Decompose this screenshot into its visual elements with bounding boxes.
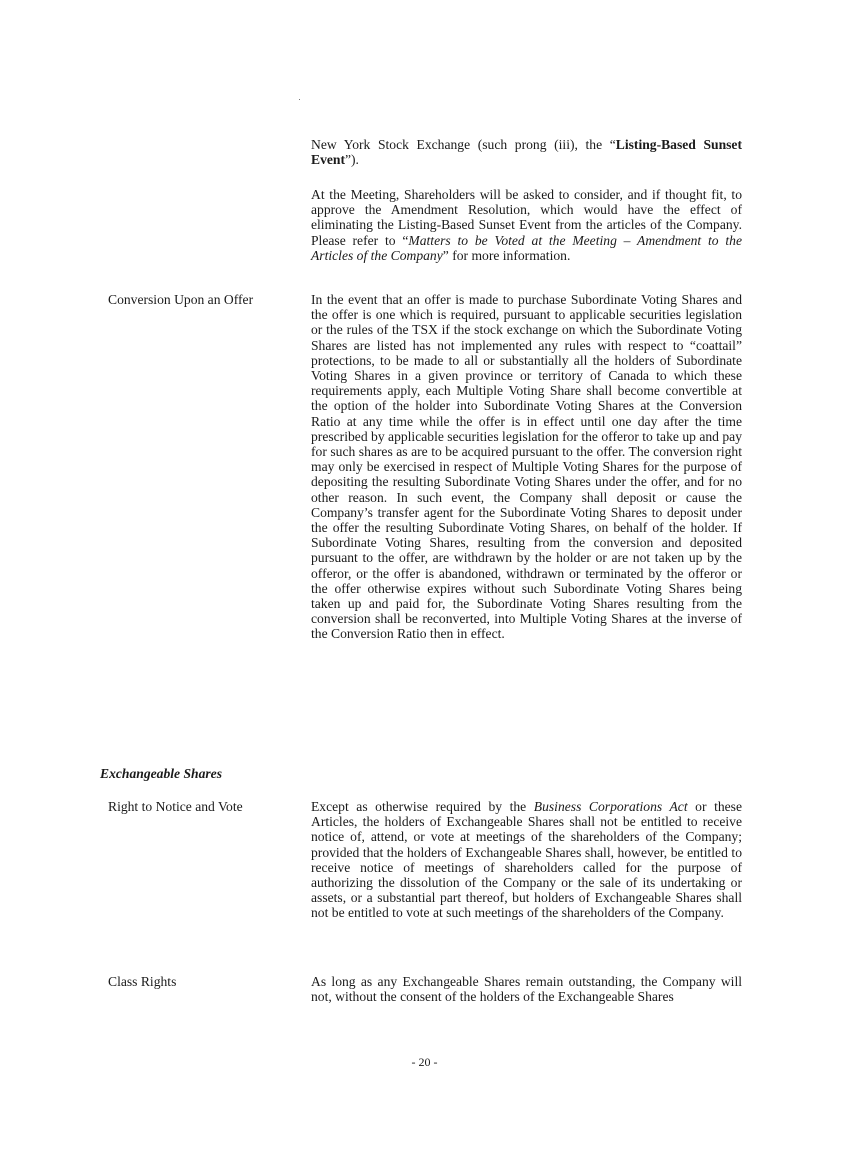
stray-mark (299, 99, 300, 100)
class-rights-paragraph: As long as any Exchangeable Shares remain outstanding, the Company will not, without the consent of the holders of the Exchangeable Shares (311, 974, 742, 1005)
defined-term: Listing-Based Sunset Event (311, 137, 742, 168)
text-run: Except as otherwise required by the (311, 799, 534, 814)
text-run: New York Stock Exchange (such prong (iii), the “ (311, 137, 616, 152)
cross-reference-title: Matters to be Voted at the Meeting – Amendment to the Articles of the Company (311, 232, 742, 263)
conversion-upon-offer-label: Conversion Upon an Offer (108, 292, 254, 307)
listing-based-sunset-paragraph (311, 137, 742, 167)
text-run: ”). (344, 152, 359, 168)
class-rights-label: Class Rights (108, 974, 177, 989)
right-to-notice-paragraph (311, 799, 742, 921)
conversion-upon-offer-paragraph: In the event that an offer is made to purchase Subordinate Voting Shares and the offer is one which is required, pursuant to applicable securities legislation or the rules of the TSX if the stock exchange on which the Subordinate Voting Shares are listed has not implemented any rules with respect to “coattail” protections, to be made to all or substantially all the holders of Subordinate Voting Shares in a given province or territory of Canada to which these requirements apply, each Multiple Voting Share shall become convertible at the option of the holder into Subordinate Voting Shares at the Conversion Ratio at any time while the offer is in effect until one day after the time prescribed by applicable securities legislation for the offeror to take up and pay for such shares as are to be acquired pursuant to the offer. The conversion right may only be exercised in respect of Multiple Voting Shares for the purpose of depositing the resulting Subordinate Voting Shares under the offer, and for no other reason. In such event, the Company shall deposit or cause the Company’s transfer agent for the Subordinate Voting Shares to deposit under the offer the resulting Subordinate Voting Shares, on behalf of the holder. If Subordinate Voting Shares, resulting from the conversion and deposited pursuant to the offer, are withdrawn by the holder or are not taken up by the offeror, or the offer is abandoned, withdrawn or terminated by the offeror or the offer otherwise expires without such Subordinate Voting Shares being taken up and paid for, the Subordinate Voting Shares resulting from the conversion shall be reconverted, into Multiple Voting Shares at the inverse of the Conversion Ratio then in effect. (311, 292, 742, 642)
text-run: or these Articles, the holders of Exchangeable Shares shall not be entitled to receive notice of, attend, or vote at meetings of the shareholders of the Company; provided that the holders of Exchangeable Shares shall, however, be entitled to receive notice of meetings of shareholders called for the purpose of authorizing the dissolution of the Company or the sale of its undertaking or assets, or a substantial part thereof, but holders of Exchangeable Shares shall not be entitled to vote at such meetings of the shareholders of the Company. (311, 799, 743, 921)
exchangeable-shares-heading: Exchangeable Shares (100, 766, 222, 781)
text-run: ” for more information. (442, 247, 571, 263)
amendment-resolution-paragraph (311, 187, 742, 263)
text-run: At the Meeting, Shareholders will be asked to consider, and if thought fit, to approve the Amendment Resolution, which would have the effect of eliminating the Listing-Based Sunset Event from the articles of the Company. Please refer to “ (311, 187, 742, 248)
page-number: - 20 - (411, 1055, 438, 1069)
right-to-notice-label: Right to Notice and Vote (108, 799, 243, 814)
statute-title: Business Corporations Act (533, 799, 688, 814)
